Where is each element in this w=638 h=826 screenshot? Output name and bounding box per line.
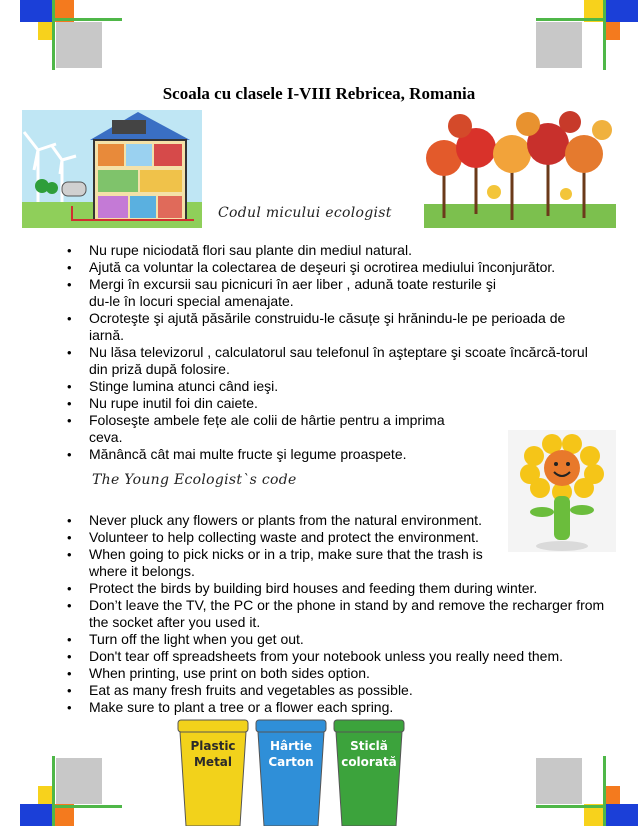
recycling-bins-illustration bbox=[174, 716, 410, 826]
recycling-bin bbox=[334, 720, 404, 826]
eco-house-illustration bbox=[22, 110, 202, 228]
recycling-bin bbox=[256, 720, 326, 826]
recycling-bin bbox=[178, 720, 248, 826]
list-item: • Mergi în excursii sau picnicuri în aer liber , adună toate resturile şi du-le în locuri special amenajate. bbox=[64, 276, 519, 310]
list-item: • Protect the birds by building bird houses and feeding them during winter. bbox=[64, 580, 609, 597]
corner-decoration-bottom-left bbox=[20, 756, 122, 826]
corner-decoration-bottom-right bbox=[536, 756, 638, 826]
romanian-code-heading: Codul micului ecologist bbox=[218, 205, 392, 221]
english-code-heading: The Young Ecologist`s code bbox=[92, 472, 297, 488]
bin-label: Metal bbox=[193, 755, 233, 769]
list-item: • Mănâncă cât mai multe fructe şi legume proaspete. bbox=[64, 446, 604, 463]
list-item: • Foloseşte ambele fețe ale colii de hârtie pentru a imprima ceva. bbox=[64, 412, 469, 446]
bin-label: colorată bbox=[341, 755, 397, 769]
bin-label: Plastic bbox=[190, 739, 236, 753]
list-item: • Make sure to plant a tree or a flower each spring. bbox=[64, 699, 609, 716]
list-item: • Ajută ca voluntar la colectarea de deşeuri şi ocrotirea mediului înconjurător. bbox=[64, 259, 604, 276]
list-item: • Eat as many fresh fruits and vegetables as possible. bbox=[64, 682, 609, 699]
autumn-trees-drawing bbox=[424, 108, 616, 228]
list-item: • When printing, use print on both sides option. bbox=[64, 665, 609, 682]
english-rules-list bbox=[64, 512, 609, 716]
list-item: • When going to pick nicks or in a trip, make sure that the trash is where it belongs. bbox=[64, 546, 499, 580]
list-item: • Turn off the light when you get out. bbox=[64, 631, 609, 648]
list-item: • Ocroteşte şi ajută păsările construidu-le căsuțe şi hrănindu-le pe perioada de iarnă. bbox=[64, 310, 604, 344]
list-item: • Stinge lumina atunci când ieşi. bbox=[64, 378, 604, 395]
page-title: Scoala cu clasele I-VIII Rebricea, Romania bbox=[162, 84, 476, 103]
bin-label: Hârtie bbox=[269, 739, 313, 753]
list-item: • Don't tear off spreadsheets from your notebook unless you really need them. bbox=[64, 648, 609, 665]
bin-label: Sticlă bbox=[350, 739, 388, 753]
list-item: • Nu lăsa televizorul , calculatorul sau telefonul în aşteptare şi scoate încărcă-torul din priză după folosire. bbox=[64, 344, 604, 378]
list-item: • Volunteer to help collecting waste and protect the environment. bbox=[64, 529, 609, 546]
list-item: • Nu rupe niciodată flori sau plante din mediul natural. bbox=[64, 242, 604, 259]
corner-decoration-top-right bbox=[536, 0, 638, 70]
list-item: • Nu rupe inutil foi din caiete. bbox=[64, 395, 604, 412]
corner-decoration-top-left bbox=[20, 0, 122, 70]
list-item: • Never pluck any flowers or plants from the natural environment. bbox=[64, 512, 609, 529]
bin-label: Carton bbox=[268, 755, 314, 769]
list-item: • Don’t leave the TV, the PC or the phone in stand by and remove the recharger from the socket after you used it. bbox=[64, 597, 609, 631]
